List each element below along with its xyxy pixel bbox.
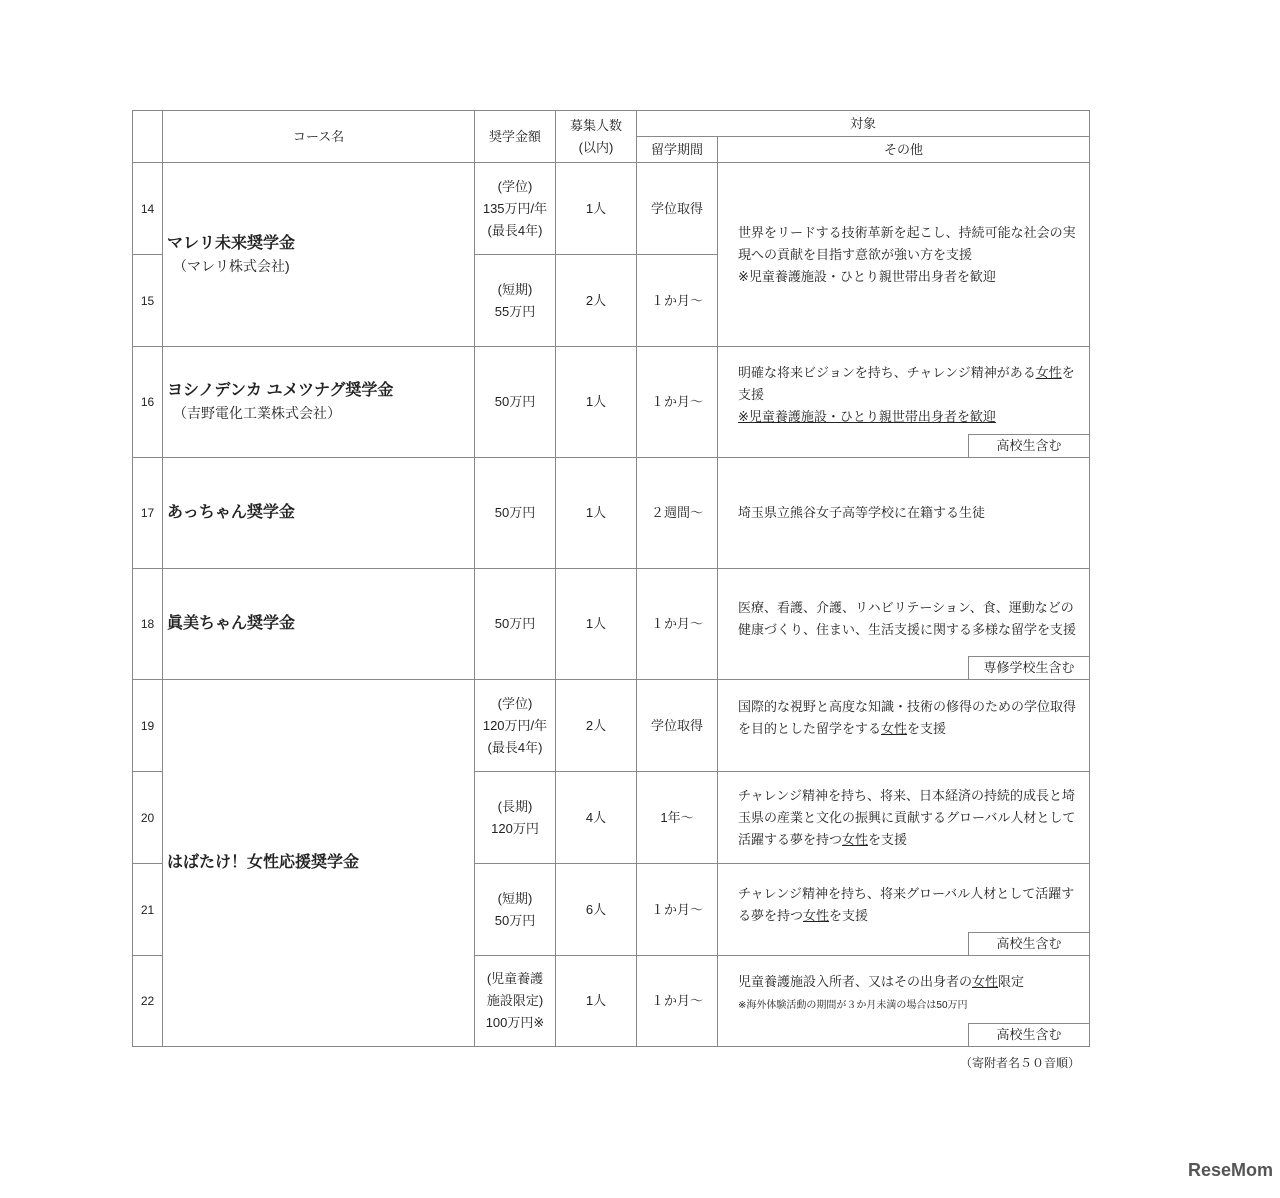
row-number: 18: [133, 569, 163, 680]
header-course: コース名: [163, 111, 475, 163]
table-row: [133, 163, 1090, 255]
period: １か月～: [637, 569, 718, 680]
header-recruit: 募集人数 (以内): [556, 111, 637, 163]
course-name: 眞美ちゃん奨学金: [163, 569, 475, 680]
row-number: 17: [133, 458, 163, 569]
period: 1年～: [637, 772, 718, 864]
header-no: [133, 111, 163, 163]
other-text: 埼玉県立熊谷女子高等学校に在籍する生徒: [718, 458, 1090, 569]
table-row: [133, 569, 1090, 680]
badge-vocational: 専修学校生含む: [968, 656, 1089, 679]
row-number: 19: [133, 680, 163, 772]
row-number: 22: [133, 956, 163, 1047]
header-other: その他: [718, 137, 1090, 163]
period: １か月～: [637, 347, 718, 458]
header-amount: 奨学金額: [475, 111, 556, 163]
badge-high-school: 高校生含む: [968, 1023, 1089, 1046]
amount: (学位) 120万円/年 (最長4年): [475, 680, 556, 772]
footer-note: （寄附者名５０音順）: [960, 1056, 1081, 1070]
period: １か月～: [637, 956, 718, 1047]
table-row: [133, 347, 1090, 458]
amount: 50万円: [475, 347, 556, 458]
other-text: 世界をリードする技術革新を起こし、持続可能な社会の実 現への貢献を目指す意欲が強い方を支援 ※児童養護施設・ひとり親世帯出身者を歓迎: [718, 163, 1090, 347]
scholarship-table: [132, 110, 1090, 1047]
logo: ReseMom: [1188, 1160, 1274, 1180]
period: １か月～: [637, 255, 718, 347]
badge-high-school: 高校生含む: [968, 932, 1089, 955]
badge-high-school: 高校生含む: [968, 434, 1089, 457]
amount: 50万円: [475, 569, 556, 680]
amount: 50万円: [475, 458, 556, 569]
people: 2人: [556, 255, 637, 347]
people: 1人: [556, 956, 637, 1047]
header-target: 対象: [637, 111, 1090, 137]
people: 2人: [556, 680, 637, 772]
people: 1人: [556, 163, 637, 255]
course-name: マレリ未来奨学金 （マレリ株式会社): [163, 163, 475, 347]
other-text: 児童養護施設入所者、又はその出身者の女性限定 ※海外体験活動の期間が３か月未満の場合は50万円 高校生含む: [718, 956, 1090, 1047]
other-text: 医療、看護、介護、リハビリテーション、食、運動などの 健康づくり、住まい、生活支援に関する多様な留学を支援 専修学校生含む: [718, 569, 1090, 680]
row-number: 16: [133, 347, 163, 458]
table-row: [133, 680, 1090, 772]
other-text: チャレンジ精神を持ち、将来グローバル人材として活躍す る夢を持つ女性を支援 高校生含む: [718, 864, 1090, 956]
people: 1人: [556, 458, 637, 569]
header-period: 留学期間: [637, 137, 718, 163]
amount: (長期) 120万円: [475, 772, 556, 864]
period: ２週間～: [637, 458, 718, 569]
row-number: 14: [133, 163, 163, 255]
row-number: 21: [133, 864, 163, 956]
course-name: あっちゃん奨学金: [163, 458, 475, 569]
people: 6人: [556, 864, 637, 956]
amount: (短期) 50万円: [475, 864, 556, 956]
other-text: 明確な将来ビジョンを持ち、チャレンジ精神がある女性を 支援 ※児童養護施設・ひとり親世帯出身者を歓迎 高校生含む: [718, 347, 1090, 458]
people: 4人: [556, 772, 637, 864]
people: 1人: [556, 569, 637, 680]
period: １か月～: [637, 864, 718, 956]
other-text: チャレンジ精神を持ち、将来、日本経済の持続的成長と埼 玉県の産業と文化の振興に貢献するグローバル人材として 活躍する夢を持つ女性を支援: [718, 772, 1090, 864]
amount: (学位) 135万円/年 (最長4年): [475, 163, 556, 255]
other-text: 国際的な視野と高度な知識・技術の修得のための学位取得 を目的とした留学をする女性を支援: [718, 680, 1090, 772]
row-number: 20: [133, 772, 163, 864]
period: 学位取得: [637, 163, 718, 255]
period: 学位取得: [637, 680, 718, 772]
course-name: ヨシノデンカ ユメツナグ奨学金 （吉野電化工業株式会社）: [163, 347, 475, 458]
amount: (児童養護 施設限定) 100万円※: [475, 956, 556, 1047]
people: 1人: [556, 347, 637, 458]
table-row: [133, 458, 1090, 569]
course-name: はばたけ！女性応援奨学金: [163, 680, 475, 1047]
row-number: 15: [133, 255, 163, 347]
amount: (短期) 55万円: [475, 255, 556, 347]
